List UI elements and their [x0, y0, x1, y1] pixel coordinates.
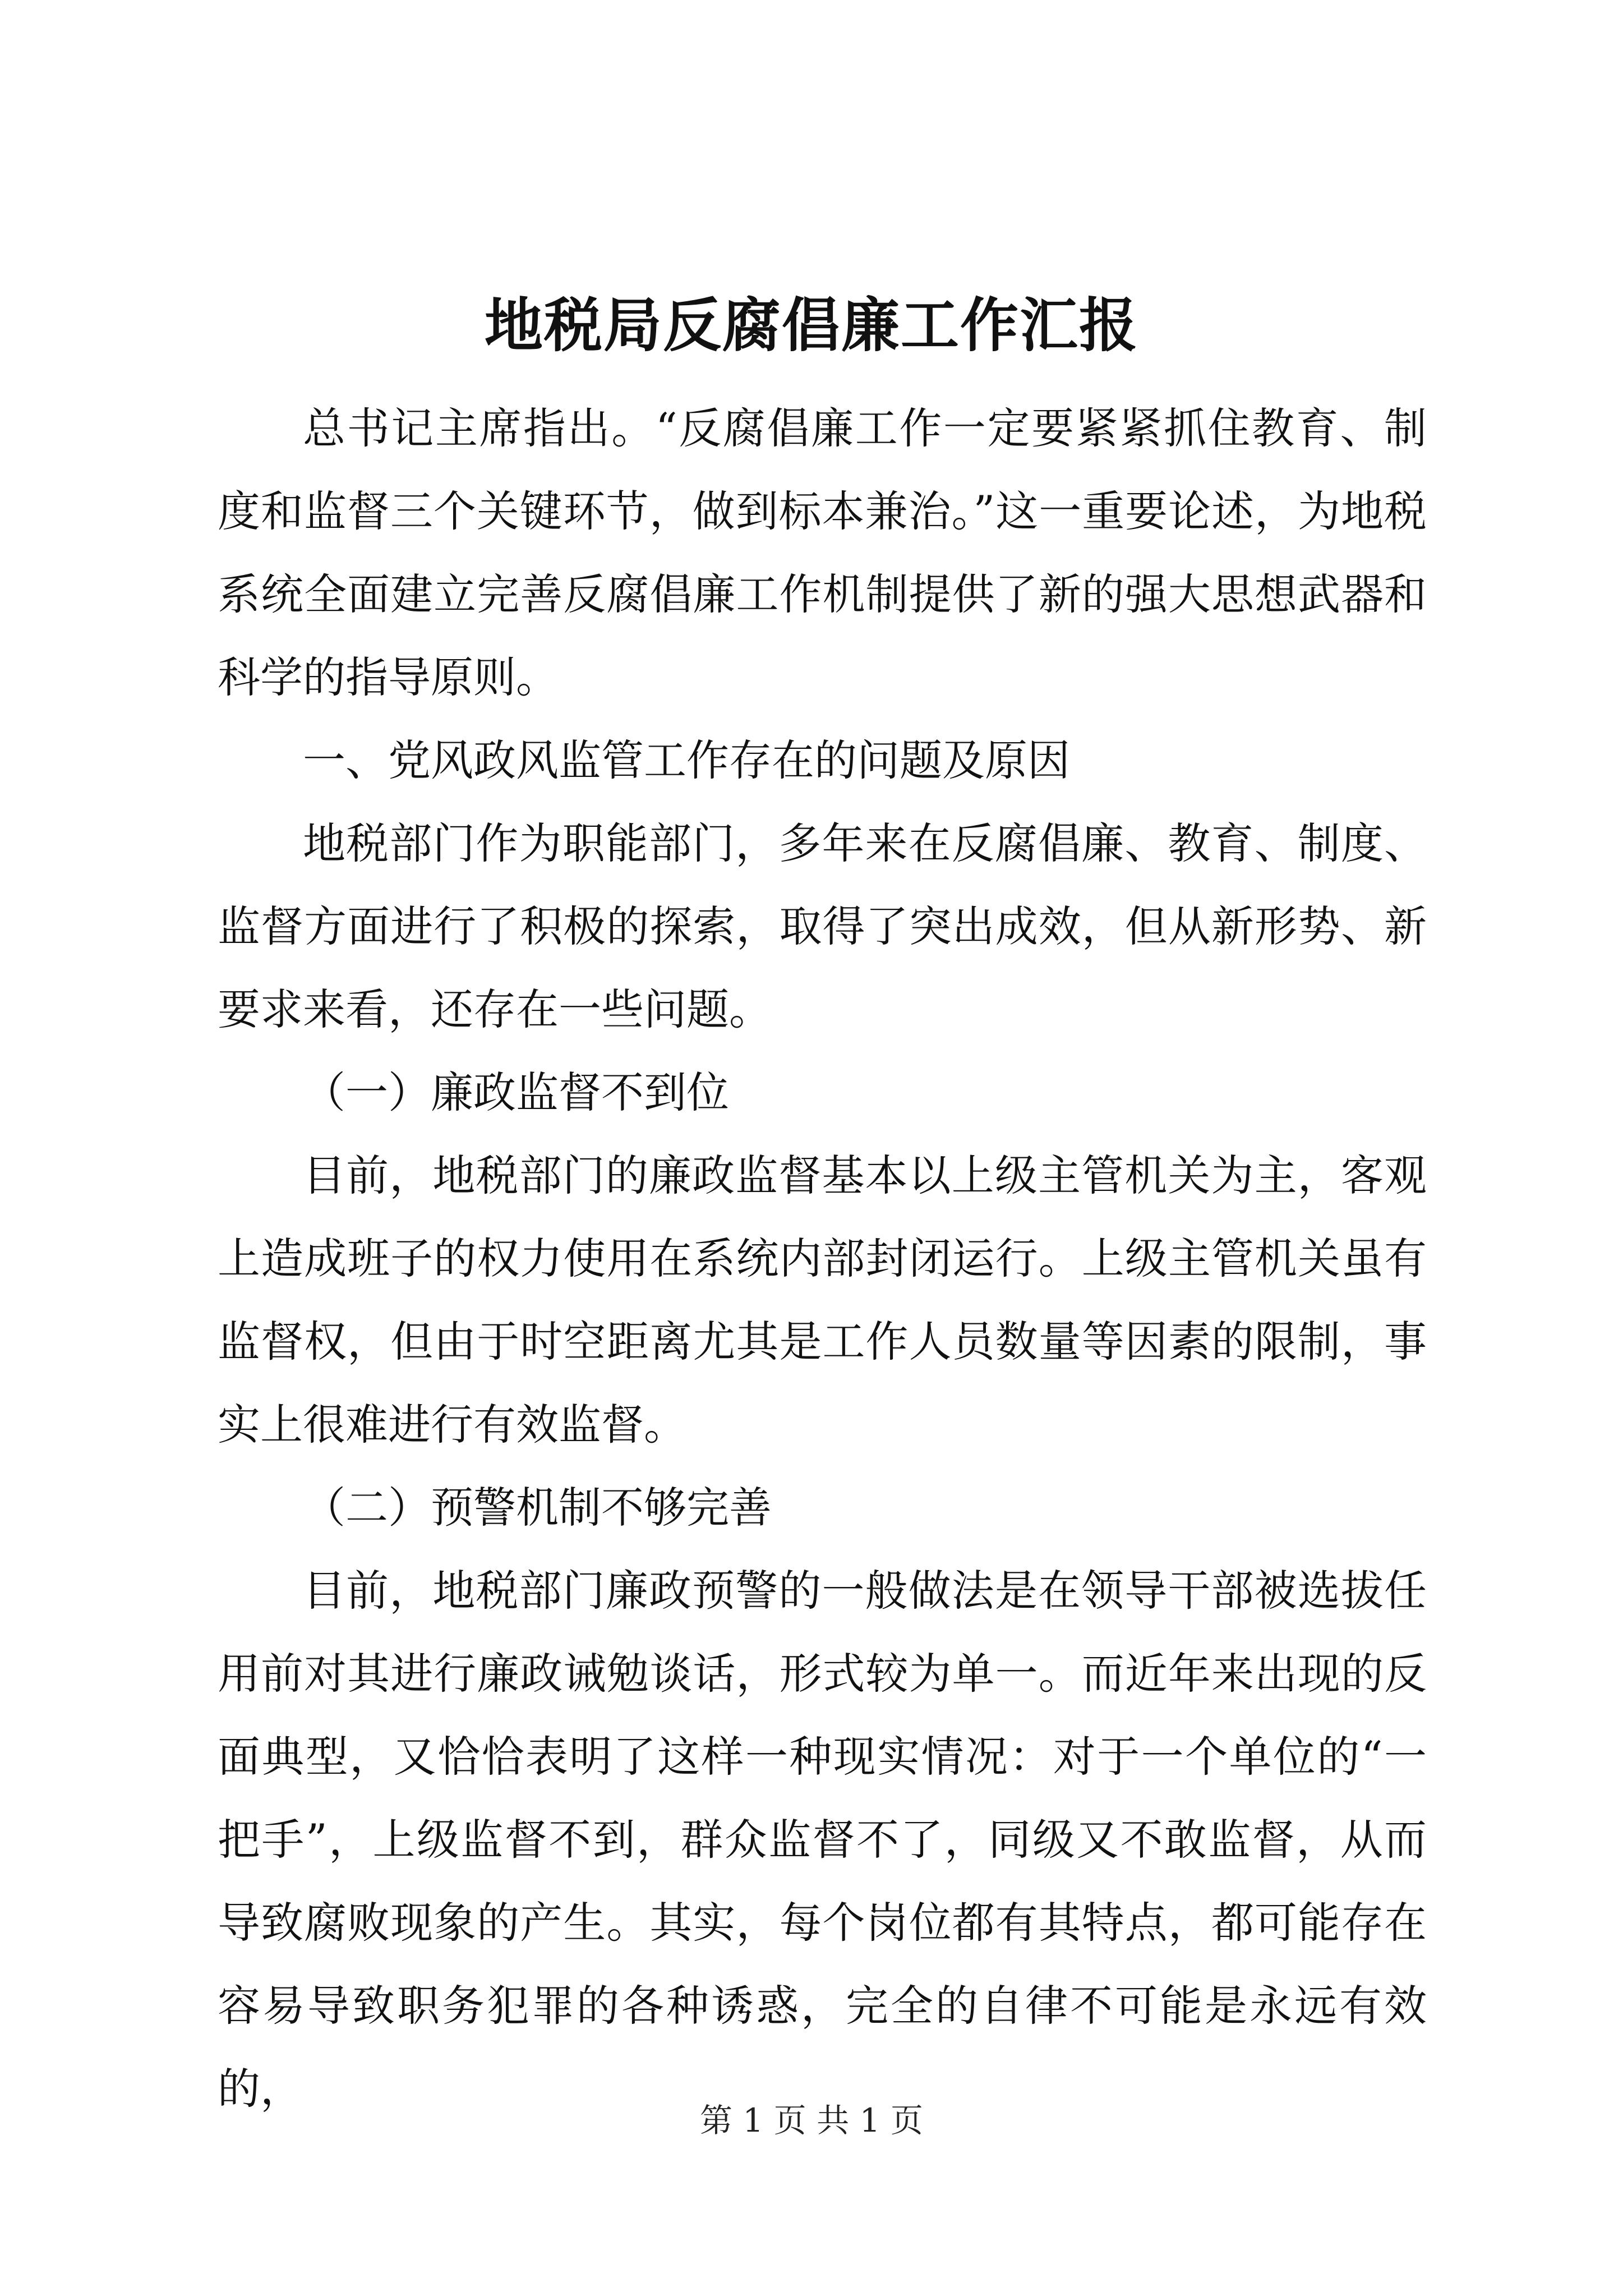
paragraph-subsection-1: 目前，地税部门的廉政监督基本以上级主管机关为主，客观上造成班子的权力使用在系统内部封闭运行。上级主管机关虽有监督权，但由于时空距离尤其是工作人员数量等因素的限制，事实上很难进行有效监督。 — [218, 1151, 1427, 1450]
paragraph-intro: 总书记主席指出。“反腐倡廉工作一定要紧紧抓住教育、制度和监督三个关键环节，做到标本兼治。”这一重要论述，为地税系统全面建立完善反腐倡廉工作机制提供了新的强大思想武器和科学的指导原则。 — [218, 403, 1427, 702]
section-heading-1: 一、党风政风监管工作存在的问题及原因 — [303, 735, 1070, 785]
document-body — [218, 387, 1427, 2131]
subheading-1: （一）廉政监督不到位 — [303, 1068, 729, 1117]
subheading-2: （二）预警机制不够完善 — [303, 1483, 772, 1533]
paragraph-section-1: 地税部门作为职能部门，多年来在反腐倡廉、教育、制度、监督方面进行了积极的探索，取得了突出成效，但从新形势、新要求来看，还存在一些问题。 — [218, 818, 1427, 1034]
document-title: 地税局反腐倡廉工作汇报 — [484, 291, 1138, 360]
page-number-footer: 第 1 页 共 1 页 — [700, 2101, 923, 2139]
paragraph-subsection-2: 目前，地税部门廉政预警的一般做法是在领导干部被选拔任用前对其进行廉政诫勉谈话，形式较为单一。而近年来出现的反面典型，又恰恰表明了这样一种现实情况：对于一个单位的“一把手”，上级监督不到，群众监督不了，同级又不敢监督，从而导致腐败现象的产生。其实，每个岗位都有其特点，都可能存在容易导致职务犯罪的各种诱惑，完全的自律不可能是永远有效的， — [218, 1566, 1427, 2114]
